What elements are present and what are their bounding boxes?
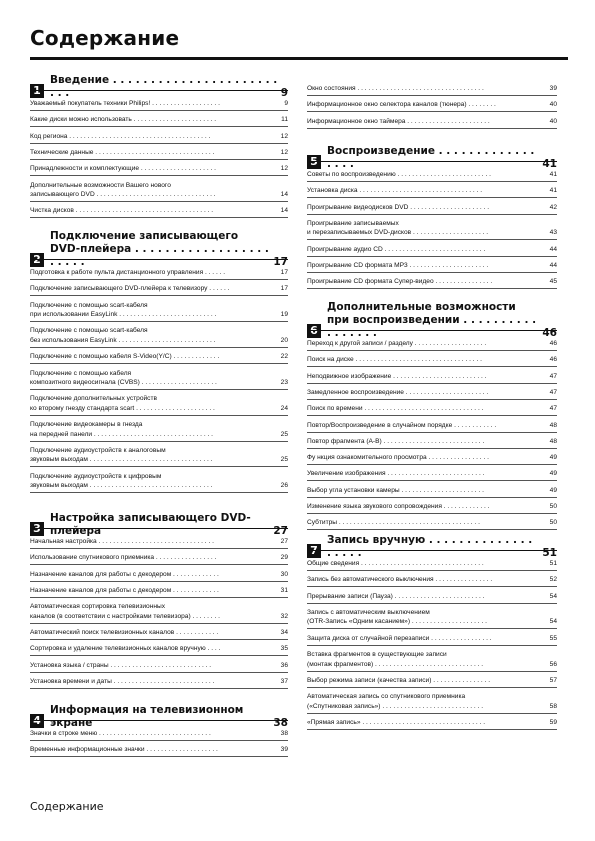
- toc-entry-page: 49: [549, 470, 557, 478]
- section-heading[interactable]: [30, 230, 288, 269]
- section-title: Воспроизведение . . . . . . . . . . . . . . . . .: [327, 145, 535, 170]
- toc-entry[interactable]: [30, 729, 288, 739]
- toc-entry-page: 12: [280, 148, 288, 156]
- toc-entry[interactable]: [30, 268, 288, 278]
- toc-entry[interactable]: [30, 352, 288, 362]
- toc-entry-title: Автоматическая запись со спутникового приемника («Спутниковая запись») . . . . . . . . . . . . . . . . . . . . . . . . . . . .: [307, 693, 484, 710]
- toc-entry-page: 17: [280, 285, 288, 293]
- toc-entry[interactable]: [307, 592, 557, 602]
- entry-separator: [307, 586, 557, 587]
- section-number-badge: 2: [30, 253, 44, 267]
- toc-entry-title: Поиск на диске . . . . . . . . . . . . . . . . . . . . . . . . . . . . . . . . . . .: [307, 356, 482, 364]
- toc-entry-title: Повтор/Воспроизведение в случайном порядке . . . . . . . . . . . .: [307, 421, 497, 429]
- entry-separator: [307, 415, 557, 416]
- toc-entry-page: 31: [280, 586, 288, 594]
- toc-entry[interactable]: [30, 537, 288, 547]
- toc-entry-title: Чистка дисков . . . . . . . . . . . . . . . . . . . . . . . . . . . . . . . . . . . . . .: [30, 207, 214, 215]
- entry-separator: [307, 645, 557, 646]
- toc-entry-title: Подключение дополнительных устройств ко второму гнезду стандарта scart . . . . . . . . . . . . . . . . . . . . . .: [30, 395, 215, 412]
- toc-entry[interactable]: [307, 634, 557, 644]
- toc-entry[interactable]: [307, 219, 557, 238]
- entry-separator: [30, 623, 288, 624]
- toc-entry-title: Окно состояния . . . . . . . . . . . . . . . . . . . . . . . . . . . . . . . . . . .: [307, 85, 484, 92]
- toc-entry-page: 46: [549, 356, 557, 364]
- toc-entry-page: 9: [284, 100, 288, 107]
- toc-entry-page: 51: [549, 560, 557, 567]
- toc-entry-title: Неподвижное изображение . . . . . . . . . . . . . . . . . . . . . . . . . .: [307, 372, 487, 380]
- toc-entry-title: «Прямая запись» . . . . . . . . . . . . . . . . . . . . . . . . . . . . . . . . . .: [307, 718, 486, 726]
- toc-entry-page: 25: [280, 430, 288, 438]
- toc-entry[interactable]: [307, 404, 557, 414]
- entry-separator: [30, 492, 288, 493]
- section-page: 46: [542, 327, 557, 339]
- entry-separator: [30, 581, 288, 582]
- section-title: Информация на телевизионном экране: [50, 704, 244, 729]
- entry-separator: [307, 529, 557, 530]
- entry-separator: [307, 399, 557, 400]
- toc-entry[interactable]: [307, 186, 557, 196]
- toc-entry-title: Подключение аудиоустройств к цифровым звуковым выходам . . . . . . . . . . . . . . . . . . . . . . . . . . . . . . . . . .: [30, 472, 213, 490]
- toc-entry-title: Уважаемый покупатель техники Philips! . . . . . . . . . . . . . . . . . . .: [30, 100, 220, 107]
- entry-separator: [307, 350, 557, 351]
- toc-entry-page: 12: [280, 132, 288, 140]
- toc-entry-page: 20: [280, 336, 288, 344]
- section-page: 9: [280, 87, 288, 99]
- section-rule: [30, 720, 288, 721]
- toc-entry-title: Использование спутникового приемника . . . . . . . . . . . . . . . . .: [30, 554, 217, 562]
- toc-entry-title: Установка диска . . . . . . . . . . . . . . . . . . . . . . . . . . . . . . . . . .: [307, 187, 483, 195]
- section-heading[interactable]: [30, 512, 288, 538]
- toc-entry-title: Код региона . . . . . . . . . . . . . . . . . . . . . . . . . . . . . . . . . . . . . . .: [30, 132, 211, 140]
- toc-entry[interactable]: [307, 388, 557, 398]
- toc-entry-title: Выбор угла установки камеры . . . . . . . . . . . . . . . . . . . . . . .: [307, 486, 484, 494]
- toc-entry[interactable]: [30, 369, 288, 388]
- toc-entry-page: 47: [549, 388, 557, 396]
- toc-entry-page: 12: [280, 165, 288, 173]
- toc-entry-title: Прерывание записи (Пауза) . . . . . . . . . . . . . . . . . . . . . . . . .: [307, 592, 485, 600]
- toc-entry-page: 22: [280, 353, 288, 361]
- entry-separator: [30, 201, 288, 202]
- toc-entry-title: Подготовка к работе пульта дистанционного управления . . . . . .: [30, 269, 226, 276]
- section-page: 27: [273, 525, 288, 537]
- toc-entry-title: Установка языка / страны . . . . . . . . . . . . . . . . . . . . . . . . . . . .: [30, 661, 212, 669]
- section-title: Введение . . . . . . . . . . . . . . . . . . . . . . . . .: [50, 74, 278, 99]
- toc-entry-title: Подключение с помощью кабеля композитного видеосигнала (CVBS) . . . . . . . . . . . . . . . . . . . . .: [30, 369, 217, 386]
- toc-entry[interactable]: [307, 502, 557, 512]
- entry-separator: [307, 687, 557, 688]
- toc-entry-title: Выбор режима записи (качества записи) . . . . . . . . . . . . . . . .: [307, 676, 491, 684]
- toc-entry[interactable]: [30, 301, 288, 320]
- entry-separator: [30, 688, 288, 689]
- toc-entry[interactable]: [307, 421, 557, 431]
- toc-entry[interactable]: [307, 339, 557, 349]
- entry-separator: [30, 295, 288, 296]
- section-rule: [30, 90, 288, 91]
- entry-separator: [307, 197, 557, 198]
- section-number-badge: 4: [30, 714, 44, 728]
- entry-separator: [30, 389, 288, 390]
- toc-entry[interactable]: [30, 553, 288, 563]
- toc-entry-title: Проигрывание видеодисков DVD . . . . . . . . . . . . . . . . . . . . . .: [307, 203, 490, 211]
- toc-entry-page: 40: [549, 117, 557, 125]
- entry-separator: [307, 432, 557, 433]
- toc-entry[interactable]: [307, 355, 557, 365]
- entry-separator: [30, 548, 288, 549]
- toc-entry-title: Фу нкция ознакомительного просмотра . . . . . . . . . . . . . . . . .: [307, 454, 489, 462]
- toc-entry-page: 37: [280, 677, 288, 685]
- toc-entry-title: Назначение каналов для работы с декодером . . . . . . . . . . . . .: [30, 586, 219, 594]
- toc-entry-page: 34: [280, 629, 288, 636]
- entry-separator: [307, 729, 557, 730]
- toc-entry-title: Изменение языка звукового сопровождения . . . . . . . . . . . . .: [307, 503, 490, 510]
- toc-entry[interactable]: [307, 261, 557, 271]
- toc-entry-page: 23: [280, 379, 288, 386]
- toc-entry[interactable]: [30, 586, 288, 596]
- toc-entry-page: 17: [280, 269, 288, 276]
- entry-separator: [307, 671, 557, 672]
- entry-separator: [307, 128, 557, 129]
- toc-entry-page: 11: [281, 116, 288, 124]
- entry-separator: [307, 603, 557, 604]
- toc-entry-title: Субтитры . . . . . . . . . . . . . . . . . . . . . . . . . . . . . . . . . . . . . . .: [307, 519, 480, 527]
- toc-entry-title: Дополнительные возможности Вашего нового записывающего DVD . . . . . . . . . . . . . . . . . . . . . . . . . . . . . . . . .: [30, 181, 216, 198]
- entry-separator: [30, 217, 288, 218]
- toc-entry[interactable]: [307, 518, 557, 528]
- toc-entry[interactable]: [307, 84, 557, 94]
- entry-separator: [30, 347, 288, 348]
- entry-separator: [307, 288, 557, 289]
- toc-entry-page: 40: [549, 101, 557, 109]
- section-page: 38: [273, 717, 288, 729]
- entry-separator: [307, 497, 557, 498]
- entry-separator: [307, 256, 557, 257]
- toc-entry-page: 56: [549, 660, 557, 668]
- toc-entry-title: Автоматический поиск телевизионных каналов . . . . . . . . . . . .: [30, 629, 219, 636]
- toc-entry[interactable]: [307, 437, 557, 447]
- toc-entry-title: Вставка фрагментов в существующие записи (монтаж фрагментов) . . . . . . . . . . . . . . . . . . . . . . . . . . . . . .: [307, 651, 484, 668]
- toc-entry[interactable]: [30, 661, 288, 671]
- toc-entry[interactable]: [307, 100, 557, 110]
- toc-entry-title: Принадлежности и комплектующие . . . . . . . . . . . . . . . . . . . . .: [30, 165, 217, 173]
- entry-separator: [307, 181, 557, 182]
- toc-entry-title: Увеличение изображения . . . . . . . . . . . . . . . . . . . . . . . . . . .: [307, 470, 485, 478]
- toc-entry-page: 42: [549, 203, 557, 211]
- toc-entry[interactable]: [307, 650, 557, 669]
- toc-entry-title: Назначение каналов для работы с декодером . . . . . . . . . . . . .: [30, 570, 219, 578]
- footer-label: Содержание: [30, 800, 104, 813]
- toc-entry-title: Запись без автоматического выключения . . . . . . . . . . . . . . . .: [307, 576, 493, 584]
- entry-separator: [307, 713, 557, 714]
- toc-entry-page: 48: [549, 421, 557, 429]
- page-title: Содержание: [30, 26, 180, 50]
- title-rule: [30, 57, 568, 60]
- toc-entry[interactable]: [307, 469, 557, 479]
- section-number-badge: 5: [307, 155, 321, 169]
- toc-entry-page: 41: [549, 187, 557, 195]
- toc-entry-title: Какие диски можно использовать . . . . . . . . . . . . . . . . . . . . . . .: [30, 116, 217, 124]
- toc-entry[interactable]: [307, 486, 557, 496]
- toc-entry[interactable]: [307, 117, 557, 127]
- toc-entry-page: 44: [549, 245, 557, 253]
- toc-entry-page: 52: [549, 576, 557, 584]
- toc-entry-title: Подключение записывающего DVD-плейера к телевизору . . . . . .: [30, 285, 230, 293]
- entry-separator: [30, 756, 288, 757]
- toc-entry[interactable]: [307, 203, 557, 213]
- section-rule: [307, 550, 557, 551]
- entry-separator: [307, 366, 557, 367]
- toc-entry-title: Переход к другой записи / разделу . . . . . . . . . . . . . . . . . . . .: [307, 340, 487, 347]
- toc-entry[interactable]: [30, 644, 288, 654]
- entry-separator: [307, 111, 557, 112]
- toc-entry-title: Замедленное воспроизведение . . . . . . . . . . . . . . . . . . . . . . .: [307, 388, 489, 396]
- toc-entry-title: Запись с автоматическим выключением (OTR-Запись «Одним касанием») . . . . . . . . . . . . . . . . . . . . .: [307, 608, 487, 626]
- toc-entry-title: Подключение с помощью scart-кабеля при использовании EasyLink . . . . . . . . . . . . . . . . . . . . . . . . . . .: [30, 301, 217, 319]
- toc-entry-page: 32: [280, 612, 288, 620]
- toc-entry-page: 41: [549, 171, 557, 178]
- toc-entry[interactable]: [30, 677, 288, 687]
- entry-separator: [30, 110, 288, 111]
- toc-entry-title: Общие сведения . . . . . . . . . . . . . . . . . . . . . . . . . . . . . . . . . .: [307, 560, 484, 567]
- toc-entry[interactable]: [30, 148, 288, 158]
- entry-separator: [30, 159, 288, 160]
- toc-entry-page: 46: [549, 340, 557, 347]
- entry-separator: [30, 597, 288, 598]
- section-heading[interactable]: [30, 74, 288, 100]
- entry-separator: [30, 466, 288, 467]
- toc-entry-page: 55: [549, 634, 557, 642]
- toc-entry-page: 36: [280, 661, 288, 669]
- entry-separator: [307, 448, 557, 449]
- entry-separator: [307, 464, 557, 465]
- entry-separator: [30, 441, 288, 442]
- toc-entry-title: Подключение аудиоустройств к аналоговым звуковым выходам . . . . . . . . . . . . . . . . . . . . . . . . . . . . . . . . . .: [30, 446, 213, 464]
- toc-entry-title: Сортировка и удаление телевизионных каналов вручную . . . .: [30, 645, 221, 653]
- entry-separator: [30, 740, 288, 741]
- toc-entry[interactable]: [30, 115, 288, 125]
- toc-entry-page: 59: [549, 718, 557, 726]
- toc-entry-page: 39: [549, 85, 557, 92]
- toc-entry[interactable]: [30, 472, 288, 491]
- toc-entry[interactable]: [307, 453, 557, 463]
- toc-entry[interactable]: [307, 559, 557, 569]
- toc-entry[interactable]: [307, 575, 557, 585]
- toc-entry-page: 35: [280, 645, 288, 653]
- toc-entry[interactable]: [30, 420, 288, 439]
- toc-entry-page: 47: [549, 405, 557, 413]
- toc-entry[interactable]: [30, 570, 288, 580]
- toc-entry-title: Значки в строке меню . . . . . . . . . . . . . . . . . . . . . . . . . . . . . . .: [30, 730, 211, 737]
- entry-separator: [30, 363, 288, 364]
- section-number-badge: 3: [30, 522, 44, 536]
- entry-separator: [307, 383, 557, 384]
- entry-separator: [307, 272, 557, 273]
- toc-entry[interactable]: [307, 277, 557, 287]
- section-number-badge: 7: [307, 544, 321, 558]
- section-heading[interactable]: [30, 704, 288, 730]
- section-title: Подключение записывающего DVD-плейера . . . . . . . . . . . . . . . . . . . . . . .: [50, 230, 269, 268]
- section-page: 41: [542, 158, 557, 170]
- toc-entry[interactable]: [30, 132, 288, 142]
- toc-entry-title: Проигрывание записываемых и перезаписываемых DVD-дисков . . . . . . . . . . . . . . . . . . . . .: [307, 219, 489, 237]
- section-rule: [30, 259, 288, 260]
- toc-entry[interactable]: [30, 394, 288, 413]
- toc-entry-title: Подключение с помощью scart-кабеля без использования EasyLink . . . . . . . . . . . . . . . . . . . . . . . . . . .: [30, 327, 216, 344]
- entry-separator: [30, 415, 288, 416]
- toc-entry-title: Повтор фрагмента (A-B) . . . . . . . . . . . . . . . . . . . . . . . . . . . .: [307, 437, 485, 445]
- entry-separator: [30, 279, 288, 280]
- toc-entry-page: 48: [549, 437, 557, 445]
- section-title: Настройка записывающего DVD-плейера: [50, 512, 251, 537]
- entry-separator: [30, 639, 288, 640]
- toc-entry[interactable]: [30, 602, 288, 621]
- entry-separator: [307, 513, 557, 514]
- toc-entry-page: 47: [549, 372, 557, 380]
- toc-entry-page: 25: [280, 456, 288, 464]
- toc-entry-page: 27: [280, 538, 288, 545]
- toc-entry-title: Проигрывание CD формата MP3 . . . . . . . . . . . . . . . . . . . . . .: [307, 262, 489, 269]
- toc-entry-page: 14: [280, 207, 288, 215]
- toc-entry-page: 49: [549, 454, 557, 462]
- toc-entry-title: Автоматическая сортировка телевизионных каналов (в соответствии с настройками телевизора) . . . . . . . .: [30, 603, 220, 620]
- toc-entry-title: Технические данные . . . . . . . . . . . . . . . . . . . . . . . . . . . . . . . . .: [30, 148, 215, 156]
- section-heading[interactable]: [307, 534, 557, 560]
- toc-entry-title: Подключение с помощью кабеля S-Video(Y/C) . . . . . . . . . . . . .: [30, 353, 220, 361]
- toc-entry[interactable]: [30, 745, 288, 755]
- toc-entry-page: 38: [280, 730, 288, 737]
- section-number-badge: 1: [30, 84, 44, 98]
- toc-entry[interactable]: [30, 181, 288, 200]
- toc-entry-title: Советы по воспроизведению . . . . . . . . . . . . . . . . . . . . . . . . . .: [307, 171, 491, 178]
- entry-separator: [30, 143, 288, 144]
- toc-entry-title: Установка времени и даты . . . . . . . . . . . . . . . . . . . . . . . . . . . .: [30, 677, 215, 685]
- toc-entry[interactable]: [30, 206, 288, 216]
- section-title: Запись вручную . . . . . . . . . . . . . . . . . . .: [327, 534, 533, 559]
- toc-entry-page: 24: [280, 404, 288, 412]
- toc-entry-page: 50: [549, 519, 557, 527]
- toc-entry[interactable]: [30, 284, 288, 294]
- section-heading[interactable]: [307, 145, 557, 171]
- toc-entry-title: Информационное окно селектора каналов (тюнера) . . . . . . . .: [307, 101, 496, 109]
- toc-entry[interactable]: [30, 446, 288, 465]
- toc-entry-title: Поиск по времени . . . . . . . . . . . . . . . . . . . . . . . . . . . . . . . . .: [307, 405, 484, 413]
- entry-separator: [30, 126, 288, 127]
- toc-entry-title: Проигрывание CD формата Супер-видео . . . . . . . . . . . . . . . .: [307, 278, 493, 286]
- section-number-badge: 6: [307, 324, 321, 338]
- toc-entry-title: Начальная настройка . . . . . . . . . . . . . . . . . . . . . . . . . . . . . . . .: [30, 538, 214, 545]
- toc-entry[interactable]: [30, 99, 288, 109]
- toc-entry[interactable]: [307, 676, 557, 686]
- section-title: Дополнительные возможности при воспроизведении . . . . . . . . . . . . . . . . .: [327, 301, 537, 339]
- toc-entry-title: Временные информационные значки . . . . . . . . . . . . . . . . . . . .: [30, 746, 218, 754]
- toc-entry-title: Информационное окно таймера . . . . . . . . . . . . . . . . . . . . . . .: [307, 117, 490, 125]
- entry-separator: [30, 655, 288, 656]
- toc-entry-page: 54: [549, 618, 557, 626]
- toc-entry-page: 39: [280, 746, 288, 754]
- toc-entry-page: 29: [280, 554, 288, 562]
- section-rule: [30, 528, 288, 529]
- toc-entry[interactable]: [307, 692, 557, 711]
- toc-entry-page: 19: [280, 311, 288, 319]
- toc-entry-page: 14: [280, 191, 288, 198]
- toc-entry[interactable]: [30, 326, 288, 345]
- section-rule: [307, 330, 557, 331]
- toc-entry[interactable]: [307, 372, 557, 382]
- entry-separator: [307, 628, 557, 629]
- entry-separator: [30, 321, 288, 322]
- toc-entry-page: 26: [280, 482, 288, 490]
- entry-separator: [307, 480, 557, 481]
- entry-separator: [30, 175, 288, 176]
- toc-entry-page: 43: [549, 229, 557, 237]
- section-page: 17: [273, 256, 288, 268]
- section-heading[interactable]: [307, 301, 557, 340]
- toc-entry-page: 45: [549, 278, 557, 286]
- toc-entry-page: 54: [549, 592, 557, 600]
- toc-entry[interactable]: [307, 608, 557, 627]
- toc-entry[interactable]: [307, 718, 557, 728]
- entry-separator: [30, 564, 288, 565]
- toc-entry[interactable]: [30, 628, 288, 638]
- toc-entry-page: 58: [549, 702, 557, 710]
- section-rule: [307, 161, 557, 162]
- toc-entry-title: Проигрывание аудио CD . . . . . . . . . . . . . . . . . . . . . . . . . . . .: [307, 245, 486, 253]
- toc-entry-title: Защита диска от случайной перезаписи . . . . . . . . . . . . . . . . .: [307, 634, 492, 642]
- toc-entry-page: 30: [280, 570, 288, 578]
- toc-entry[interactable]: [307, 245, 557, 255]
- entry-separator: [307, 570, 557, 571]
- entry-separator: [30, 672, 288, 673]
- toc-entry[interactable]: [307, 170, 557, 180]
- toc-entry-page: 49: [549, 486, 557, 494]
- section-page: 51: [542, 547, 557, 559]
- entry-separator: [307, 239, 557, 240]
- toc-entry-page: 57: [549, 676, 557, 684]
- toc-entry-title: Подключение видеокамеры в гнезда на передней панели . . . . . . . . . . . . . . . . . . . . . . . . . . . . . . . . .: [30, 421, 214, 438]
- entry-separator: [307, 95, 557, 96]
- entry-separator: [307, 214, 557, 215]
- toc-entry-page: 50: [549, 503, 557, 510]
- toc-entry[interactable]: [30, 164, 288, 174]
- toc-entry-page: 44: [549, 262, 557, 269]
